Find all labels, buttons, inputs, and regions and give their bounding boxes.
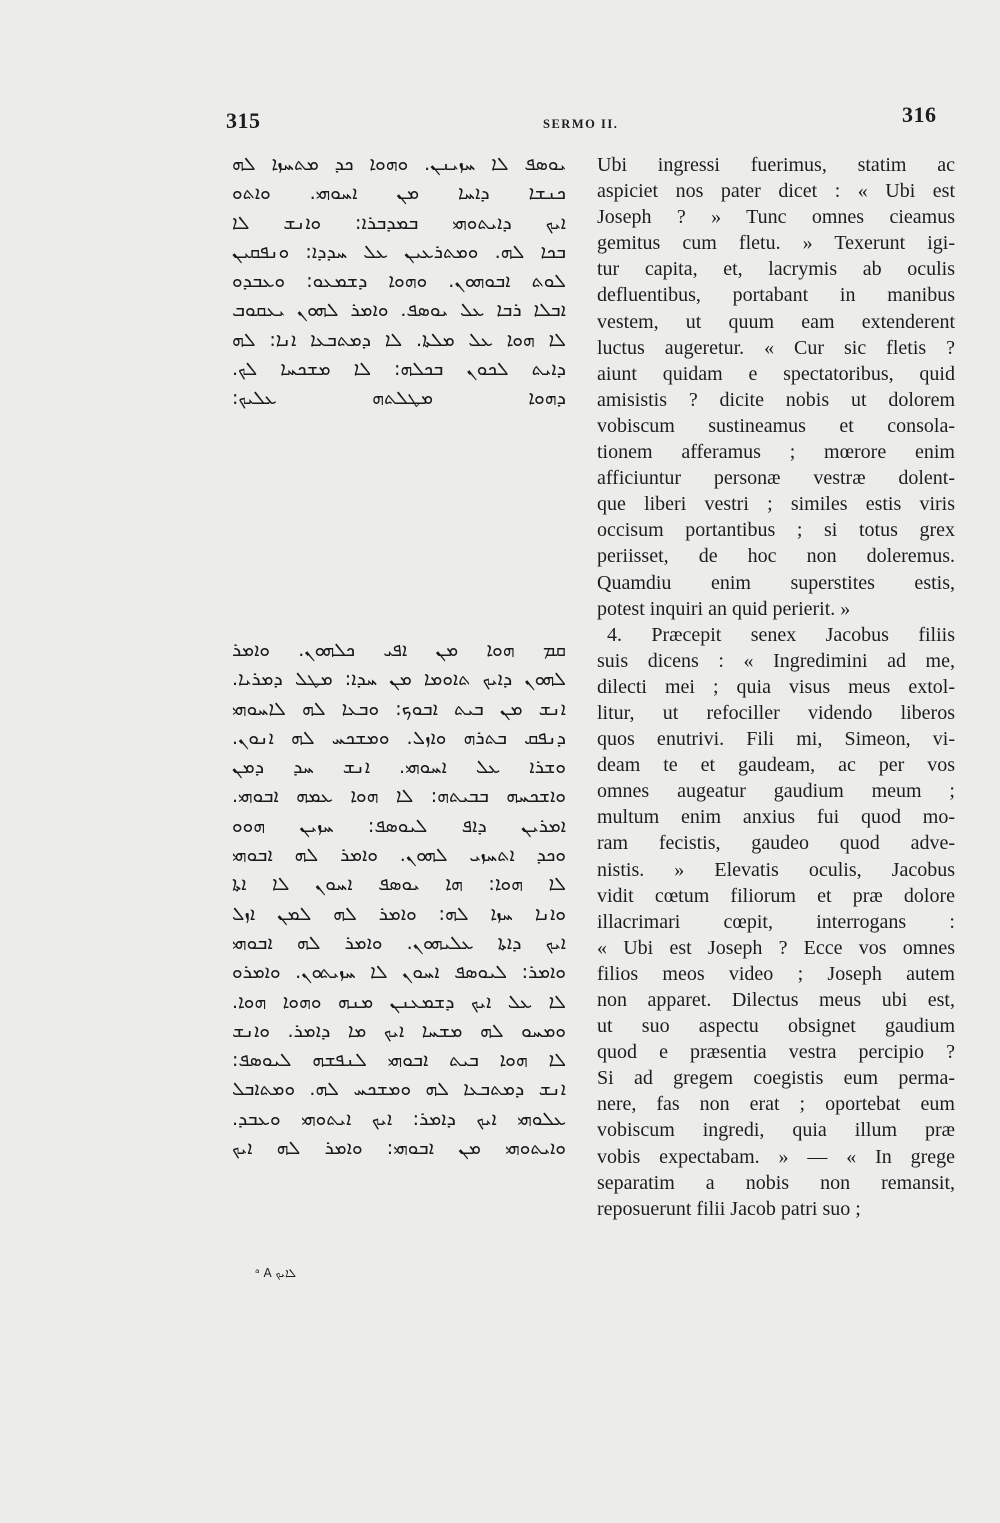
text-line: Joseph ? » Tunc omnes cieamus	[597, 206, 955, 229]
text-line: ܘܟܕ ܐܬܚܙܝ ܠܗܘܢ. ܘܐܡܪ ܠܗ ܐܒܘܗܝ	[232, 844, 566, 867]
text-line: omnes augeatur gaudium meum ;	[597, 780, 955, 803]
text-line: ܠܐ ܗܘܐ ܒܝܬ ܐܒܘܗܝ ܠܢܦܫܗ ܠܝܘܣܦ:	[232, 1049, 566, 1072]
text-line: vobis expectabam. » — « In grege	[597, 1145, 955, 1168]
text-line: suis dicens : « Ingredimini ad me,	[597, 649, 955, 672]
text-line: occisum portantibus ; si totus grex	[597, 519, 955, 542]
text-line: ܘܐܝܬܘܗܝ ܡܢ ܐܒܘܗܝ: ܘܐܡܪ ܠܗ ܐܝܟ	[232, 1137, 566, 1160]
text-line: tur capita, et, lacrymis ab oculis	[597, 258, 955, 281]
text-line: ܕܢܦܩ ܒܬܪܗ ܘܐܙܠ. ܘܡܫܟܚ ܠܗ ܐܢܘܢ.	[232, 726, 566, 749]
text-line: ܩܡ ܗܘܐ ܡܢ ܐܦܝ ܟܠܗܘܢ. ܘܐܡܪ	[232, 639, 566, 661]
text-line: ܐܝܟ ܕܐܬܐ ܥܠܝܗܘܢ. ܘܐܡܪ ܠܗ ܐܒܘܗܝ	[232, 931, 566, 954]
text-line: ram fecistis, gaudeo quod adve-	[597, 832, 955, 855]
text-line: ܘܡܚܘ ܠܗ ܡܫܚܐ ܐܝܟ ܡܐ ܕܐܡܪ. ܘܐܢܫ	[232, 1019, 566, 1042]
text-line: que liberi vestri ; similes estis viris	[597, 493, 955, 516]
text-line: ܕܐܝܬ ܠܟܘܢ ܒܟܠܗ: ܠܐ ܡܫܟܚܐ ܠܟ.	[232, 358, 566, 381]
text-line: vobiscum sustineamus et consola-	[597, 414, 955, 437]
text-line: reposuerunt filii Jacob patri suo ;	[597, 1197, 861, 1220]
text-line: afficiuntur personæ vestræ dolent-	[597, 467, 955, 490]
text-line: separatim a nobis non remansit,	[597, 1171, 955, 1194]
text-line: Si ad gregem coegistis eum perma-	[597, 1067, 955, 1090]
text-line: ܘܐܡܪ: ܠܝܘܣܦ ܐܚܘܢ ܠܐ ܚܙܝܬܘܢ. ܘܐܡܪܘ	[232, 961, 566, 984]
text-line: tionem afferamus ; mœrore enim	[597, 441, 955, 464]
text-line: nistis. » Elevatis oculis, Jacobus	[597, 858, 955, 881]
text-line: ܒܟܐ ܠܗ. ܘܡܬܪܥܝܢ ܥܠ ܚܕܕܐ: ܘܢܦܩܝܢ	[232, 240, 566, 263]
text-line: gemitus cum fletu. » Texerunt igi-	[597, 232, 955, 255]
text-line: nere, fas non erat ; oportebat eum	[597, 1093, 955, 1116]
text-line: Ubi ingressi fuerimus, statim ac	[597, 154, 955, 176]
text-line: ܘܐܢܐ ܚܙܐ ܠܗ: ܘܐܡܪ ܠܗ ܠܡܢ ܐܙܠ	[232, 902, 566, 925]
running-head: SERMO II.	[543, 117, 619, 131]
syriac-text-block-1	[232, 150, 566, 414]
text-line: amisistis ? dicite nobis ut dolorem	[597, 388, 955, 411]
text-line: ܘܐܫܟܚܗ ܒܒܝܬܗ: ܠܐ ܗܘܐ ܥܡܗ ܐܒܘܗܝ.	[232, 785, 566, 808]
text-line: ܐܡܪܝܢ ܕܐܦ ܠܝܘܣܦ: ܚܙܝܢ ܗܘܘ	[232, 814, 566, 837]
text-line: Quamdiu enim superstites estis,	[597, 571, 955, 594]
text-line: ܠܐ ܗܘܐ ܥܠ ܡܠܬܐ. ܠܐ ܕܡܬܒܥܐ ܐܢܐ: ܠܗ	[232, 328, 566, 351]
text-line: dilecti mei ; quia visus meus extol-	[597, 675, 955, 698]
text-line: illacrimari cœpit, interrogans :	[597, 910, 955, 933]
text-line: vidit cœtum filiorum et præ dolore	[597, 884, 955, 907]
text-line: ܕܗܘܐ ܡܛܠܬܗ ܥܠܝܟ:	[232, 387, 566, 410]
text-line: litur, ut refociller videndo liberos	[597, 701, 955, 724]
text-line: ܘܫܪܐ ܥܠ ܐܚܘܗܝ. ܐܢܫ ܚܕ ܕܡܢ	[232, 756, 566, 779]
text-line: multum enim anxius fui quod mo-	[597, 806, 955, 829]
text-line: ܠܘܬ ܐܒܘܗܘܢ. ܘܗܘܐ ܕܫܡܥܘ: ܘܥܒܕܘ	[232, 270, 566, 293]
latin-translation	[597, 152, 955, 1222]
text-line: luctus augeretur. « Cur sic fletis ?	[597, 336, 955, 359]
text-line: ܟܢܫܐ ܕܐܚܐ ܡܢ ܐܚܘܗܝ. ܘܐܬܘ	[232, 182, 566, 205]
text-line: potest inquiri an quid perierit. »	[597, 597, 851, 620]
text-line: aiunt quidam e spectatoribus, quid	[597, 362, 955, 385]
text-line: ܐܢܫ ܕܡܬܒܥܐ ܠܗ ܘܡܫܟܚ ܠܗ. ܘܡܬܐܒܠ	[232, 1078, 566, 1101]
text-line: ܠܐ ܗܘܐ: ܗܐ ܝܘܣܦ ܐܚܘܢ ܠܐ ܐܬܐ	[232, 873, 566, 896]
footnote: ᵃ A ܠܐܝܟ	[255, 1266, 297, 1280]
text-line: quos enutrivi. Fili mi, Simeon, vi-	[597, 728, 955, 751]
text-line: vobiscum ingredi, quia illum præ	[597, 1119, 955, 1142]
text-line: quod e præsentia vestra percipio ?	[597, 1041, 955, 1064]
text-line: « Ubi est Joseph ? Ecce vos omnes	[597, 936, 955, 959]
text-line: deam te et gaudeam, ac per vos	[597, 754, 955, 777]
text-line: ܠܐ ܥܠ ܐܝܟ ܕܫܡܥܢܢ ܡܢܗ ܘܗܘܐ ܗܘܐ.	[232, 990, 566, 1013]
text-line: ܥܠܘܗܝ ܐܝܟ ܕܐܡܪ: ܐܝܟ ܐܝܬܘܗܝ ܘܥܒܕ.	[232, 1107, 566, 1130]
text-line: ܐܢܫ ܡܢ ܒܝܬ ܐܒܘܟ: ܘܒܥܐ ܠܗ ܠܐܚܘܗܝ	[232, 697, 566, 720]
text-line: ܠܗܘܢ ܕܐܝܟ ܬܐܘܡܐ ܡܢ ܚܕܐ: ܡܛܠ ܕܡܪܝܐ.	[232, 668, 566, 691]
text-line: ܝܘܣܦ ܠܐ ܚܙܝܢܢ. ܘܗܘܐ ܟܕ ܡܬܚܙܐ ܠܗ	[232, 153, 566, 175]
text-line: ut suo aspectu obsignet gaudium	[597, 1015, 955, 1038]
text-line: non apparet. Dilectus meus ubi est,	[597, 989, 955, 1011]
text-line: aspiciet nos pater dicet : « Ubi est	[597, 180, 955, 203]
text-line: periisset, de hoc non doleremus.	[597, 545, 955, 568]
text-line: vestem, ut quum eam extenderent	[597, 310, 955, 333]
text-line: ܐܒܠܐ ܪܒܐ ܥܠ ܝܘܣܦ. ܘܐܡܪ ܠܗܘܢ ܝܥܩܘܒ	[232, 299, 566, 322]
text-line: ܐܝܟ ܕܐܝܬܘܗܝ ܒܡܕܒܪܐ: ܘܐܢܫ ܠܐ	[232, 211, 566, 234]
right-page-number: 316	[902, 102, 937, 127]
syriac-text-block-2	[232, 636, 566, 1163]
text-line: filios meos video ; Joseph autem	[597, 962, 955, 985]
text-line: 4. Præcepit senex Jacobus filiis	[607, 623, 955, 646]
text-line: defluentibus, portabant in manibus	[597, 284, 955, 307]
left-page-number: 315	[226, 108, 261, 133]
